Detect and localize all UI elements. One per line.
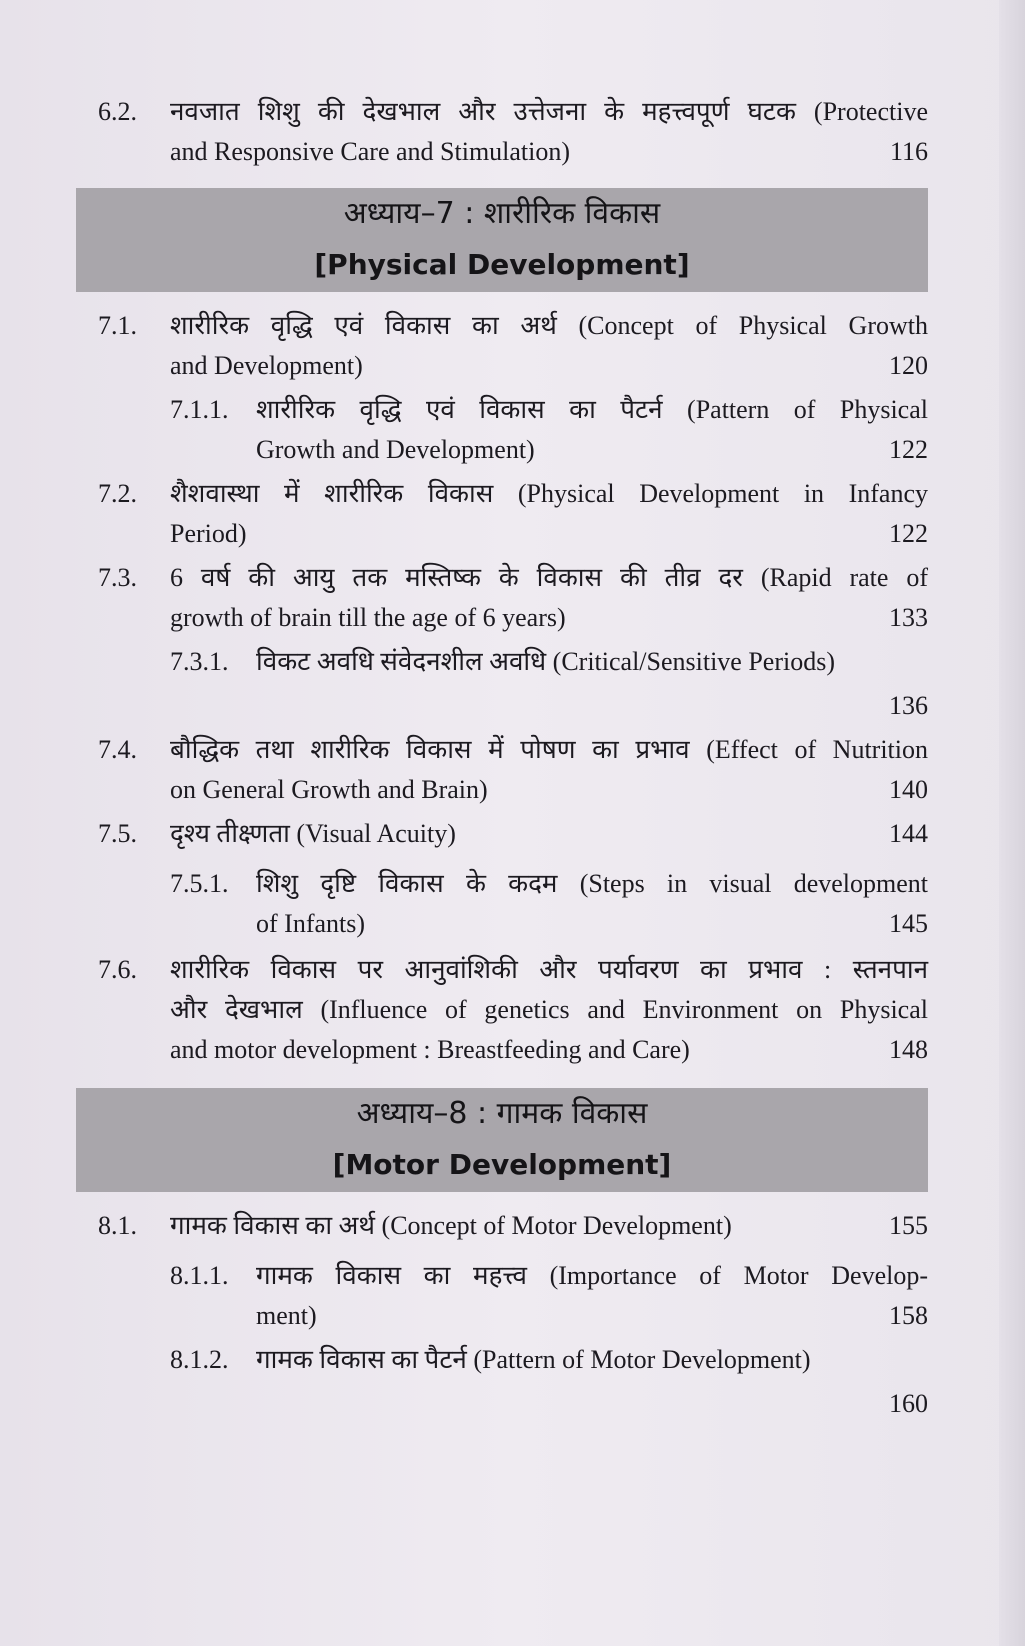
page-number: 148 — [889, 1035, 928, 1064]
entry-title-cont: and Development) — [170, 351, 363, 380]
page-number: 122 — [889, 435, 928, 464]
entry-number: 8.1.1. — [170, 1261, 229, 1290]
chapter-8-heading — [76, 1088, 928, 1192]
entry-number: 8.1. — [98, 1211, 137, 1240]
entry-title: गामक विकास का अर्थ (Concept of Motor Development) — [170, 1211, 732, 1240]
entry-title: विकट अवधि संवेदनशील अवधि (Critical/Sensitive Periods) — [256, 647, 836, 676]
entry-title-cont: Growth and Development) — [256, 435, 535, 464]
entry-title-cont-2: and motor development : Breastfeeding and Care) — [170, 1035, 690, 1064]
toc-entry-6-2 — [98, 92, 928, 172]
entry-title: शारीरिक विकास पर आनुवांशिकी और पर्यावरण का प्रभाव : स्तनपान — [170, 955, 928, 984]
chapter-7-heading — [76, 188, 928, 292]
entry-title: दृश्य तीक्ष्णता (Visual Acuity) — [170, 819, 456, 848]
entry-title: शारीरिक वृद्धि एवं विकास का अर्थ (Concept of Physical Growth — [170, 311, 928, 340]
entry-number: 7.2. — [98, 479, 137, 508]
page-number: 116 — [889, 137, 928, 166]
entry-number: 7.4. — [98, 735, 137, 764]
entry-title-cont: on General Growth and Brain) — [170, 775, 488, 804]
page-edge — [999, 0, 1025, 1646]
entry-title-cont: Period) — [170, 519, 247, 548]
toc-entry-7-6 — [98, 950, 928, 1070]
entry-title-cont: growth of brain till the age of 6 years) — [170, 603, 566, 632]
toc-entry-7-3-1 — [98, 642, 928, 726]
entry-number: 7.5. — [98, 819, 137, 848]
chapter-title-english: [Motor Development] — [332, 1148, 672, 1181]
entry-number: 6.2. — [98, 97, 137, 126]
page-number: 158 — [889, 1301, 928, 1330]
toc-entry-8-1-1 — [98, 1256, 928, 1336]
toc-entry-7-5 — [98, 814, 928, 854]
entry-title: बौद्धिक तथा शारीरिक विकास में पोषण का प्रभाव (Effect of Nutrition — [170, 735, 929, 764]
toc-entry-8-1 — [98, 1206, 928, 1246]
entry-title-cont: and Responsive Care and Stimulation) — [170, 137, 571, 166]
entry-title: नवजात शिशु की देखभाल और उत्तेजना के महत्त्वपूर्ण घटक (Protective — [170, 97, 928, 126]
page-number: 120 — [889, 351, 928, 380]
entry-number: 7.3.1. — [170, 647, 229, 676]
toc-entry-7-5-1 — [98, 864, 928, 944]
entry-number: 7.6. — [98, 955, 137, 984]
entry-title: शारीरिक वृद्धि एवं विकास का पैटर्न (Pattern of Physical — [256, 395, 928, 424]
entry-title: गामक विकास का महत्त्व (Importance of Motor Develop- — [256, 1261, 928, 1290]
entry-title: शैशवास्था में शारीरिक विकास (Physical Development in Infancy — [170, 479, 928, 508]
page-number: 133 — [889, 603, 928, 632]
chapter-title-english: [Physical Development] — [314, 248, 690, 281]
entry-title: गामक विकास का पैटर्न (Pattern of Motor Development) — [256, 1345, 811, 1374]
entry-number: 7.1.1. — [170, 395, 229, 424]
toc-entry-7-1 — [98, 306, 928, 386]
entry-title: शिशु दृष्टि विकास के कदम (Steps in visual development — [256, 869, 928, 898]
entry-number: 7.5.1. — [170, 869, 229, 898]
chapter-title-hindi: अध्याय–7 : शारीरिक विकास — [343, 196, 661, 231]
page-number: 122 — [889, 519, 928, 548]
toc-entry-7-4 — [98, 730, 928, 810]
page-number: 140 — [889, 775, 928, 804]
page-number: 155 — [889, 1211, 928, 1240]
entry-title-cont: of Infants) — [256, 909, 366, 938]
entry-title: 6 वर्ष की आयु तक मस्तिष्क के विकास की तीव्र दर (Rapid rate of — [170, 563, 928, 592]
entry-number: 7.1. — [98, 311, 137, 340]
toc-entry-7-2 — [98, 474, 928, 554]
toc-entry-8-1-2 — [98, 1340, 928, 1424]
page-number: 145 — [889, 909, 928, 938]
entry-number: 7.3. — [98, 563, 137, 592]
toc-entry-7-1-1 — [98, 390, 928, 470]
entry-title-cont: ment) — [256, 1301, 317, 1330]
page-number: 144 — [889, 819, 928, 848]
entry-title-cont: और देखभाल (Influence of genetics and Environment on Physical — [170, 995, 928, 1024]
chapter-title-hindi: अध्याय–8 : गामक विकास — [356, 1096, 648, 1131]
page-number: 136 — [889, 691, 928, 720]
toc-entry-7-3 — [98, 558, 928, 638]
page-number: 160 — [889, 1389, 928, 1418]
entry-number: 8.1.2. — [170, 1345, 229, 1374]
